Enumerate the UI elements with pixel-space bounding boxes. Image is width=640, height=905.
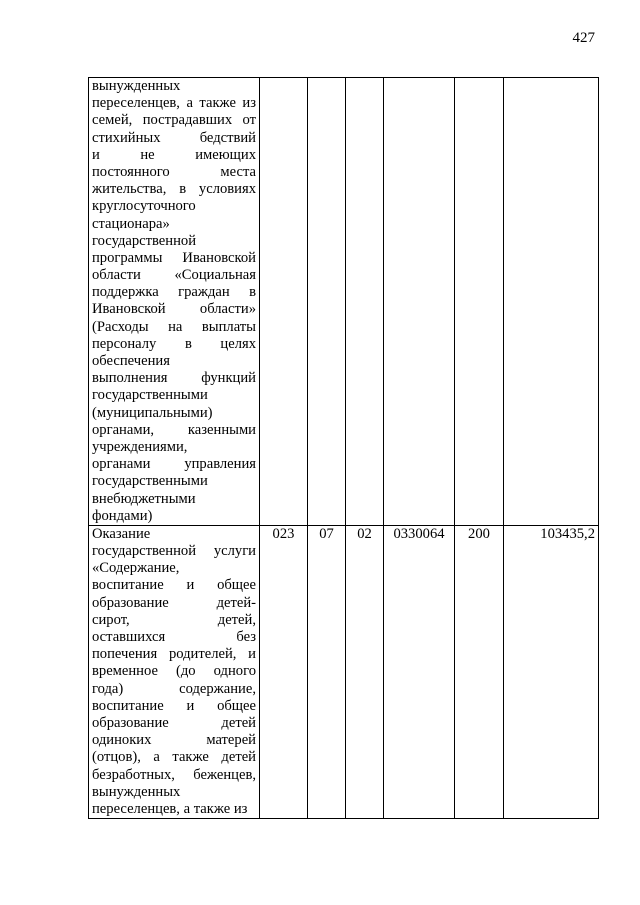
table-row (89, 78, 599, 526)
program-name-line: переселенцев, а также из (92, 800, 248, 817)
program-name-line: «Содержание, (92, 560, 180, 577)
program-name-line: образование детей- (92, 594, 256, 611)
program-name-line: (муниципальными) (92, 404, 213, 421)
section-code-cell (308, 78, 346, 526)
program-name-line: воспитание и общее (92, 577, 256, 594)
program-name-line: (Расходы на выплаты (92, 318, 256, 335)
program-name-line: органами управления (92, 456, 256, 473)
program-name-line: воспитание и общее (92, 697, 256, 714)
program-name-line: семей, пострадавших от (92, 112, 256, 129)
amount-cell (504, 78, 599, 526)
program-name-line: выполнения функций (92, 370, 256, 387)
budget-table (88, 77, 599, 819)
program-name-line: безработных, беженцев, (92, 766, 256, 783)
program-name-line: Ивановской области» (92, 301, 256, 318)
program-name-line: образование детей (92, 714, 256, 731)
program-name-line: государственными (92, 473, 208, 490)
program-name-cell (89, 78, 260, 526)
ministry-code-cell (260, 78, 308, 526)
program-name-line: программы Ивановской (92, 249, 256, 266)
program-name-line: фондами) (92, 507, 153, 524)
program-name-line: персоналу в целях (92, 335, 256, 352)
program-name-line: сирот, детей, (92, 611, 256, 628)
program-name-cell (89, 525, 260, 818)
ministry-code-cell: 023 (260, 525, 308, 818)
program-name-line: стационара» (92, 215, 170, 232)
section-code-cell: 07 (308, 525, 346, 818)
table-row (89, 525, 599, 818)
program-name-line: круглосуточного (92, 198, 196, 215)
program-name-line: обеспечения (92, 353, 170, 369)
program-name-line: одиноких матерей (92, 732, 256, 749)
subsection-code-cell: 02 (346, 525, 384, 818)
program-name-line: оставшихся без (92, 629, 256, 645)
program-name-line: области «Социальная (92, 267, 256, 284)
program-name-line: поддержка граждан в (92, 284, 256, 301)
program-name-line: постоянного места (92, 163, 256, 180)
program-name-line: (отцов), а также детей (92, 749, 256, 766)
expense-type-cell (455, 78, 504, 526)
program-name-line: и не имеющих (92, 146, 256, 163)
program-name-line: вынужденных (92, 78, 181, 94)
program-name-line: переселенцев, а также из (92, 95, 256, 112)
target-article-cell (384, 78, 455, 526)
target-article-cell: 0330064 (384, 525, 455, 818)
program-name-line: внебюджетными (92, 490, 196, 507)
program-name-line: учреждениями, (92, 438, 188, 455)
program-name-line: жительства, в условиях (92, 181, 256, 198)
program-name-line: органами, казенными (92, 421, 256, 438)
program-name-line: года) содержание, (92, 680, 256, 697)
program-name-line: Оказание (92, 525, 151, 542)
program-name-line: временное (до одного (92, 663, 256, 680)
table-body (89, 78, 599, 819)
program-name-line: попечения родителей, и (92, 646, 256, 663)
program-name-line: стихийных бедствий (92, 129, 256, 146)
program-name-line: государственной услуги (92, 543, 256, 560)
program-name-line: вынужденных (92, 783, 181, 800)
subsection-code-cell (346, 78, 384, 526)
expense-type-cell: 200 (455, 525, 504, 818)
program-name-line: государственными (92, 387, 208, 404)
page-number: 427 (572, 30, 595, 46)
amount-cell: 103435,2 (504, 525, 599, 818)
program-name-line: государственной (92, 232, 197, 249)
